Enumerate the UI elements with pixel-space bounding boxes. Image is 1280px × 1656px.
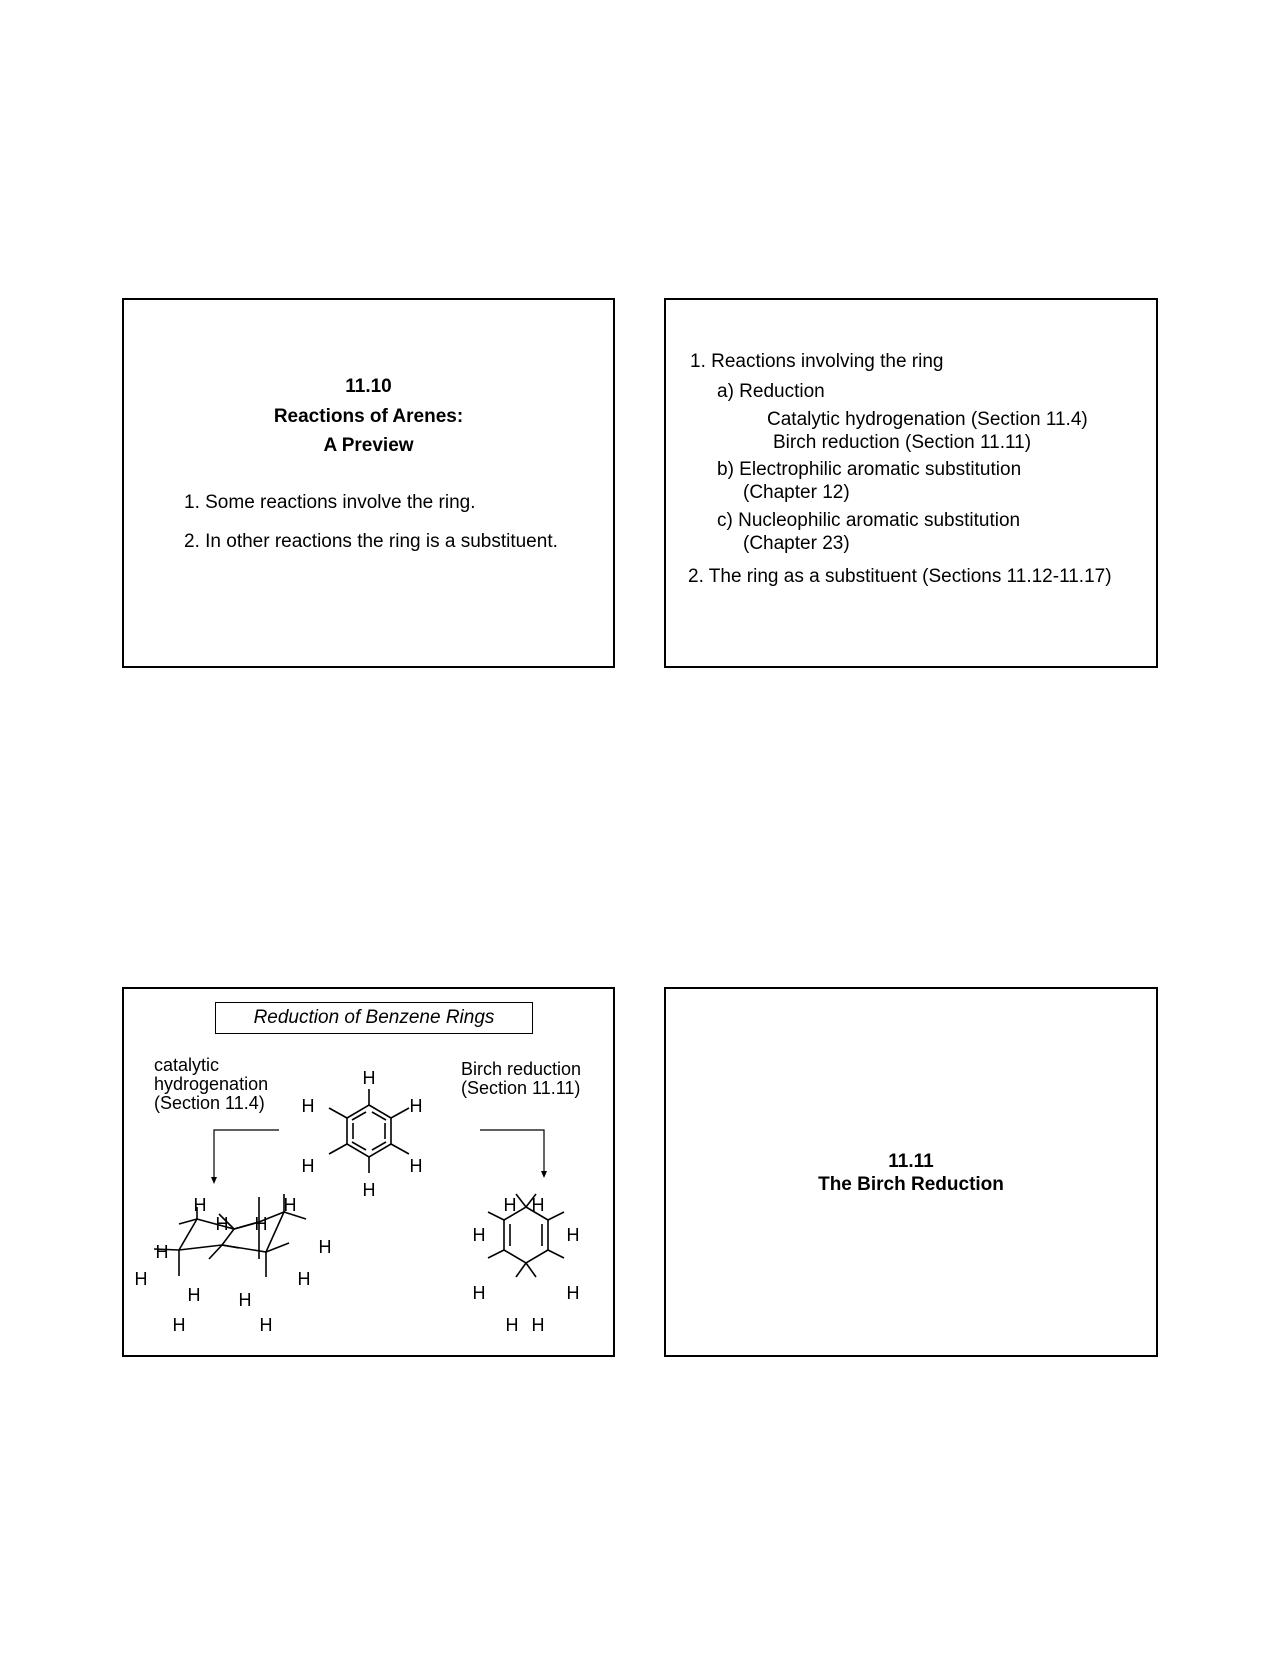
h-atom: H: [531, 1195, 545, 1215]
h-atom: H: [134, 1269, 148, 1289]
outline-line: 1. Reactions involving the ring: [690, 351, 944, 372]
h-atom: H: [362, 1068, 376, 1088]
h-atom: H: [193, 1195, 207, 1215]
arrow-birch: [480, 1130, 544, 1173]
h-atom: H: [297, 1269, 311, 1289]
h-atom: H: [301, 1096, 315, 1116]
benzene-structure: [329, 1089, 409, 1173]
h-atom: H: [254, 1214, 268, 1234]
h-atom: H: [409, 1156, 423, 1176]
hydrogen-labels: [135, 1068, 580, 1335]
arrow-head-right: [541, 1171, 547, 1178]
h-atom: H: [172, 1315, 186, 1335]
outline-line: (Chapter 12): [743, 482, 850, 503]
h-atom: H: [505, 1315, 519, 1335]
catalytic-label-line: hydrogenation: [154, 1074, 269, 1094]
slide-title: The Birch Reduction: [818, 1174, 1004, 1195]
arrow-head-left: [211, 1177, 217, 1184]
h-atom: H: [238, 1290, 252, 1310]
h-atom: H: [566, 1283, 580, 1303]
outline-line: Catalytic hydrogenation (Section 11.4): [767, 409, 1088, 430]
birch-label-line: (Section 11.11): [461, 1078, 581, 1098]
outline-line: c) Nucleophilic aromatic substitution: [717, 510, 1021, 531]
h-atom: H: [215, 1214, 229, 1234]
h-atom: H: [318, 1237, 332, 1257]
slide-title: Reactions of Arenes:: [273, 406, 464, 427]
slide-birch-reduction: [664, 987, 1158, 1357]
point-2: 2. In other reactions the ring is a substituent.: [184, 531, 558, 552]
diagram-title: Reduction of Benzene Rings: [253, 1007, 495, 1028]
point-1: 1. Some reactions involve the ring.: [184, 492, 476, 513]
outline-line: (Chapter 23): [743, 533, 850, 554]
slide-reactions-of-arenes: [122, 298, 615, 668]
h-atom: H: [566, 1225, 580, 1245]
slide-subtitle: A Preview: [323, 435, 414, 456]
catalytic-label-line: catalytic: [154, 1055, 220, 1075]
reaction-arrows: [214, 1130, 544, 1179]
h-atom: H: [472, 1225, 486, 1245]
slide-reduction-of-benzene-rings: [122, 987, 615, 1357]
arrow-catalytic: [214, 1130, 279, 1179]
cyclohexadiene-structure: [488, 1194, 564, 1277]
outline-line: 2. The ring as a substituent (Sections 11.12-11.17): [688, 566, 1112, 587]
reaction-diagram: [124, 989, 613, 1355]
h-atom: H: [301, 1156, 315, 1176]
section-number: 11.11: [888, 1151, 934, 1172]
h-atom: H: [409, 1096, 423, 1116]
outline-line: a) Reduction: [717, 381, 825, 402]
h-atom: H: [283, 1195, 297, 1215]
section-number: 11.10: [345, 376, 392, 397]
slide-reaction-types: [664, 298, 1158, 668]
h-atom: H: [531, 1315, 545, 1335]
h-atom: H: [362, 1180, 376, 1200]
outline-line: b) Electrophilic aromatic substitution: [717, 459, 1022, 480]
h-atom: H: [259, 1315, 273, 1335]
h-atom: H: [503, 1195, 517, 1215]
birch-label-line: Birch reduction: [461, 1059, 582, 1079]
h-atom: H: [187, 1285, 201, 1305]
catalytic-label-line: (Section 11.4): [154, 1093, 265, 1113]
h-atom: H: [472, 1283, 486, 1303]
outline-line: Birch reduction (Section 11.11): [773, 432, 1032, 453]
h-atom: H: [155, 1242, 169, 1262]
